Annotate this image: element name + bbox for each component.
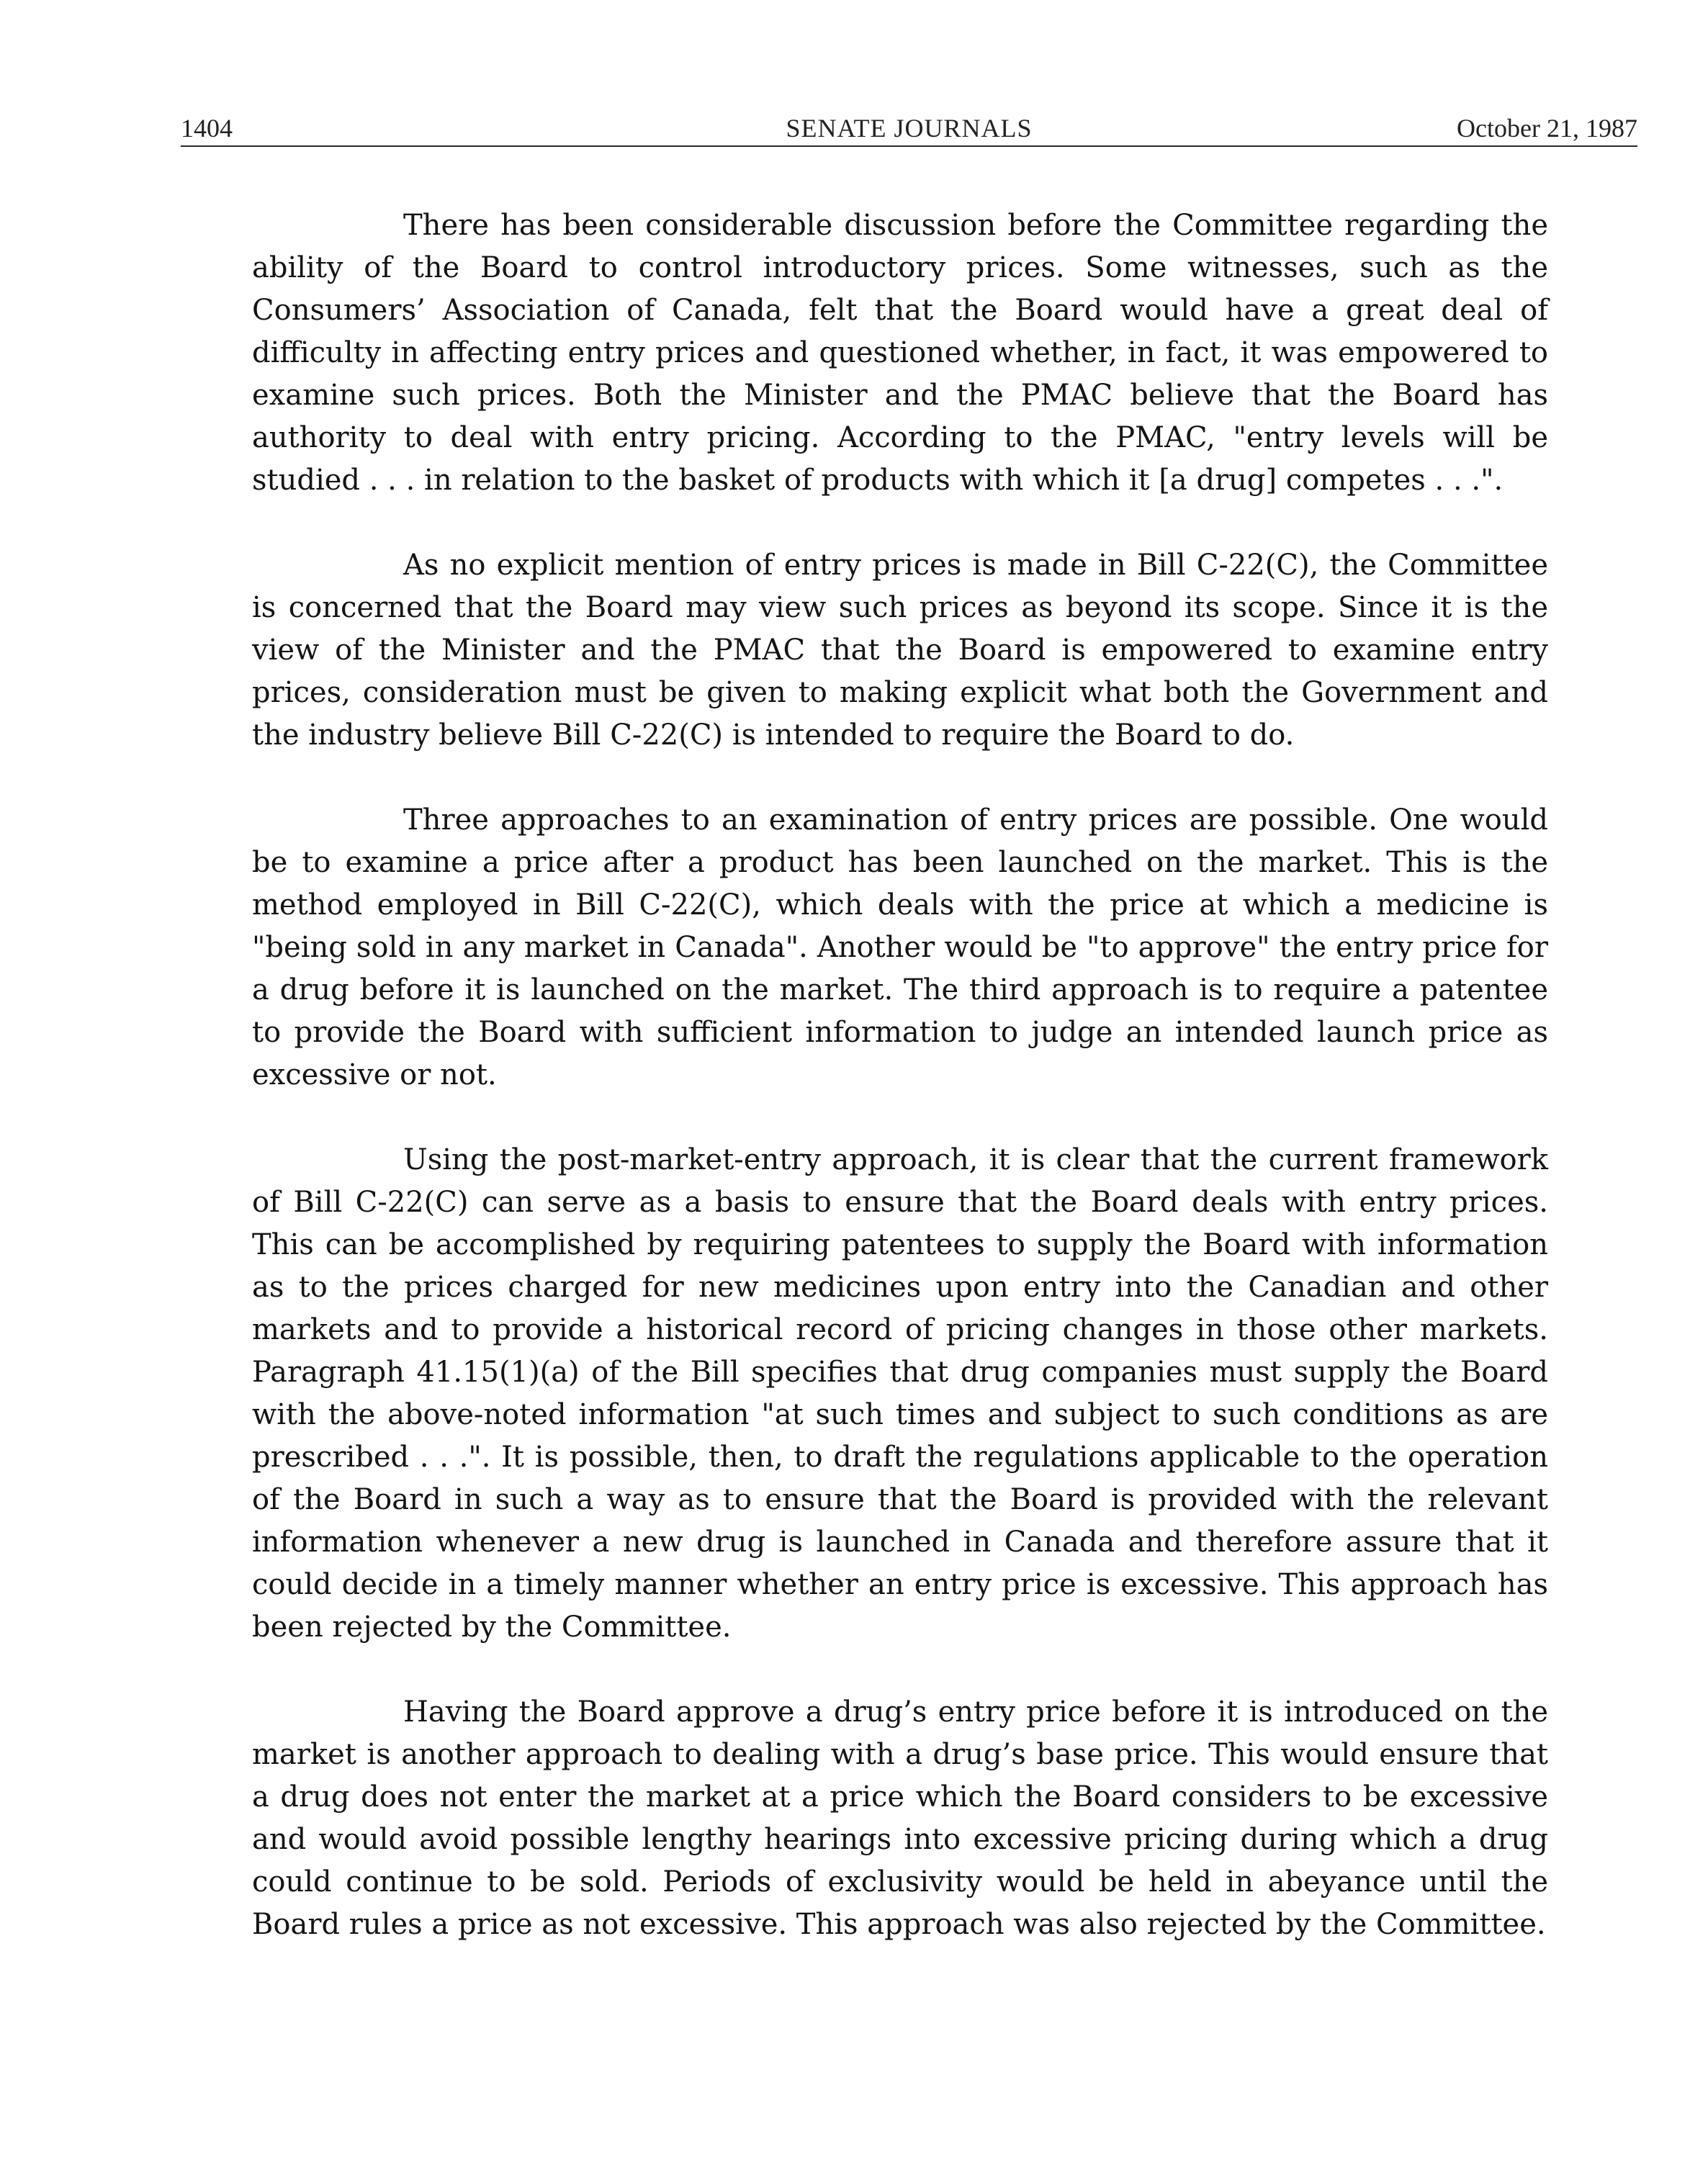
page-number: 1404 bbox=[181, 114, 233, 143]
paragraph-entry-price-discussion: There has been considerable discussion before the Committee regarding the ability of the Board to control introductory prices. Some witnesses, such as the Consumers’ Association of Canada, felt that the Board would have a great deal of difficulty in affecting entry prices and questioned whether, in fact, it was empowered to examine such prices. Both the Minister and the PMAC believe that the Board has authority to deal with entry pricing. According to the PMAC, "entry levels will be studied . . . in relation to the basket of products with which it [a drug] competes . . .". bbox=[252, 209, 1548, 497]
page-header bbox=[181, 111, 1637, 145]
body-text bbox=[252, 204, 1548, 1946]
page-date: October 21, 1987 bbox=[1457, 114, 1637, 143]
header-divider bbox=[181, 145, 1637, 147]
paragraph-explicit-mention: As no explicit mention of entry prices is made in Bill C-22(C), the Committee is concerned that the Board may view such prices as beyond its scope. Since it is the view of the Minister and the PMAC that the Board is empowered to examine entry prices, consideration must be given to making explicit what both the Government and the industry believe Bill C-22(C) is intended to require the Board to do. bbox=[252, 549, 1548, 752]
paragraph-post-market-entry: Using the post-market-entry approach, it is clear that the current framework of Bill C-22(C) can serve as a basis to ensure that the Board deals with entry prices. This can be accomplished by requiring patentees to supply the Board with information as to the prices charged for new medicines upon entry into the Canadian and other markets and to provide a historical record of pricing changes in those other markets. Paragraph 41.15(1)(a) of the Bill specifies that drug companies must supply the Board with the above-noted information "at such times and subject to such conditions as are prescribed . . .". It is possible, then, to draft the regulations applicable to the operation of the Board in such a way as to ensure that the Board is provided with the relevant information whenever a new drug is launched in Canada and therefore assure that it could decide in a timely manner whether an entry price is excessive. This approach has been rejected by the Committee. bbox=[252, 1143, 1548, 1644]
journal-title: SENATE JOURNALS bbox=[786, 114, 1033, 143]
paragraph-three-approaches: Three approaches to an examination of entry prices are possible. One would be to examine a price after a product has been launched on the market. This is the method employed in Bill C-22(C), which deals with the price at which a medicine is "being sold in any market in Canada". Another would be "to approve" the entry price for a drug before it is launched on the market. The third approach is to require a patentee to provide the Board with sufficient information to judge an intended launch price as excessive or not. bbox=[252, 803, 1548, 1091]
paragraph-board-approval: Having the Board approve a drug’s entry price before it is introduced on the market is another approach to dealing with a drug’s base price. This would ensure that a drug does not enter the market at a price which the Board considers to be excessive and would avoid possible lengthy hearings into excessive pricing during which a drug could continue to be sold. Periods of exclusivity would be held in abeyance until the Board rules a price as not excessive. This approach was also rejected by the Committee. bbox=[252, 1696, 1548, 1941]
